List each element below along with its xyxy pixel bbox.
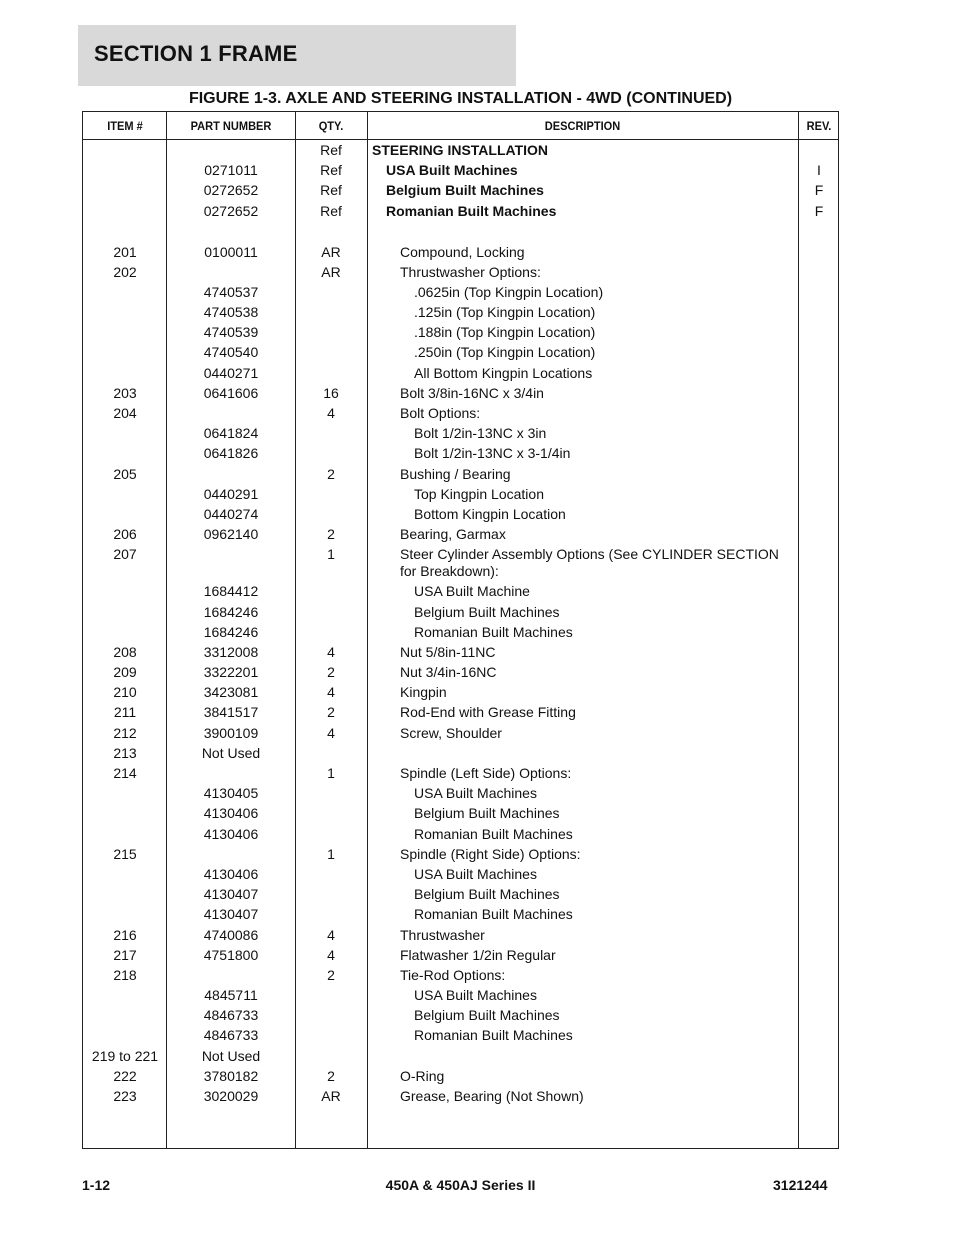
table-row bbox=[83, 1005, 838, 1025]
description: .250in (Top Kingpin Location) bbox=[414, 344, 596, 361]
description: Nut 3/4in-16NC bbox=[400, 664, 497, 681]
quantity: 16 bbox=[323, 384, 339, 401]
description: Bearing, Garmax bbox=[400, 526, 506, 543]
description: Romanian Built Machines bbox=[414, 623, 573, 640]
header-part-number: PART NUMBER bbox=[190, 119, 272, 133]
part-number: 3312008 bbox=[203, 643, 259, 660]
table-row bbox=[83, 443, 838, 463]
table-row bbox=[83, 262, 838, 282]
item-number: 222 bbox=[113, 1067, 137, 1084]
table-row bbox=[83, 322, 838, 342]
table-row bbox=[83, 723, 838, 743]
table-body bbox=[83, 140, 838, 1106]
table-row bbox=[83, 763, 838, 783]
table-row bbox=[83, 1066, 838, 1086]
description: Spindle (Right Side) Options: bbox=[400, 845, 581, 862]
part-number: 0271011 bbox=[204, 162, 258, 179]
description: Compound, Locking bbox=[400, 243, 525, 260]
table-row bbox=[83, 1086, 838, 1106]
description: Nut 5/8in-11NC bbox=[400, 643, 496, 660]
item-number: 209 bbox=[113, 664, 137, 681]
part-number: 0272652 bbox=[203, 182, 259, 199]
quantity: 4 bbox=[327, 405, 335, 422]
item-number: 201 bbox=[113, 243, 137, 260]
table-row bbox=[83, 622, 838, 642]
item-number: 202 bbox=[113, 263, 137, 280]
description: Flatwasher 1/2in Regular bbox=[400, 946, 556, 963]
part-number: 3322201 bbox=[203, 664, 259, 681]
header-item: ITEM # bbox=[107, 119, 143, 133]
description: STEERING INSTALLATION bbox=[372, 142, 549, 158]
part-number: 0641824 bbox=[203, 425, 259, 442]
quantity: 4 bbox=[327, 926, 335, 943]
part-number: 4130405 bbox=[203, 785, 259, 802]
item-number: 210 bbox=[113, 684, 137, 701]
quantity: Ref bbox=[320, 202, 342, 219]
header-rev: REV. bbox=[806, 119, 832, 133]
section-header bbox=[78, 25, 516, 86]
quantity: Ref bbox=[320, 142, 342, 158]
description: Thrustwasher bbox=[400, 926, 485, 943]
quantity: AR bbox=[321, 1088, 341, 1105]
description: .0625in (Top Kingpin Location) bbox=[414, 283, 604, 300]
item-number: 219 to 221 bbox=[91, 1047, 159, 1064]
description: Belgium Built Machines bbox=[386, 182, 544, 199]
part-number: 1684246 bbox=[203, 623, 259, 640]
table-row bbox=[83, 464, 838, 484]
table-row bbox=[83, 743, 838, 763]
description: O-Ring bbox=[400, 1067, 445, 1084]
description: Bolt 1/2in-13NC x 3in bbox=[414, 425, 547, 442]
item-number: 214 bbox=[113, 765, 137, 782]
part-number: 1684246 bbox=[203, 603, 259, 620]
table-row bbox=[83, 602, 838, 622]
quantity: 4 bbox=[327, 643, 335, 660]
description: Belgium Built Machines bbox=[414, 603, 560, 620]
description: Bottom Kingpin Location bbox=[414, 505, 566, 522]
revision: I bbox=[817, 162, 821, 179]
table-row bbox=[83, 1046, 838, 1066]
part-number: Not Used bbox=[201, 744, 261, 761]
part-number: 0641826 bbox=[203, 445, 259, 462]
description: USA Built Machines bbox=[414, 987, 537, 1004]
table-row bbox=[83, 524, 838, 544]
description: Tie-Rod Options: bbox=[400, 966, 506, 983]
item-number: 207 bbox=[113, 546, 137, 563]
part-number: 4846733 bbox=[203, 1027, 259, 1044]
table-row bbox=[83, 904, 838, 924]
table-row bbox=[83, 925, 838, 945]
item-number: 213 bbox=[113, 744, 137, 761]
description: Spindle (Left Side) Options: bbox=[400, 765, 572, 782]
quantity: 1 bbox=[327, 845, 335, 862]
part-number: 4740537 bbox=[203, 283, 259, 300]
quantity: Ref bbox=[320, 162, 342, 179]
quantity: 1 bbox=[327, 546, 335, 563]
description: Romanian Built Machines bbox=[414, 1027, 573, 1044]
table-row bbox=[83, 945, 838, 965]
part-number: 3780182 bbox=[203, 1067, 259, 1084]
part-number: 4740539 bbox=[203, 324, 259, 341]
item-number: 204 bbox=[113, 405, 137, 422]
table-row bbox=[83, 803, 838, 823]
table-row bbox=[83, 682, 838, 702]
part-number: 0641606 bbox=[203, 384, 259, 401]
table-row bbox=[83, 423, 838, 443]
item-number: 203 bbox=[113, 384, 137, 401]
table-row bbox=[83, 201, 838, 221]
table-row bbox=[83, 965, 838, 985]
table-row bbox=[83, 642, 838, 662]
description: USA Built Machines bbox=[386, 162, 518, 179]
item-number: 223 bbox=[113, 1088, 137, 1105]
description: Bolt Options: bbox=[400, 405, 481, 422]
description: Romanian Built Machines bbox=[386, 202, 557, 219]
figure-title: FIGURE 1-3. AXLE AND STEERING INSTALLATION - 4WD (CONTINUED) bbox=[188, 90, 733, 107]
part-number: 0962140 bbox=[203, 526, 259, 543]
item-number: 205 bbox=[113, 465, 137, 482]
table-row bbox=[83, 504, 838, 524]
quantity: 2 bbox=[327, 704, 335, 721]
table-row bbox=[83, 1025, 838, 1045]
table-row bbox=[83, 544, 838, 581]
description: Kingpin bbox=[400, 684, 447, 701]
footer-page-number: 1-12 bbox=[82, 1177, 111, 1193]
item-number: 216 bbox=[113, 926, 137, 943]
item-number: 206 bbox=[113, 526, 137, 543]
quantity: AR bbox=[321, 243, 341, 260]
item-number: 218 bbox=[113, 966, 137, 983]
item-number: 211 bbox=[113, 704, 137, 721]
part-number: 4740540 bbox=[203, 344, 259, 361]
part-number: 1684412 bbox=[203, 583, 259, 600]
part-number: 0272652 bbox=[203, 202, 259, 219]
part-number: 4846733 bbox=[203, 1007, 259, 1024]
part-number: 0440274 bbox=[203, 505, 259, 522]
table-row bbox=[83, 242, 838, 262]
description: Rod-End with Grease Fitting bbox=[400, 704, 576, 721]
part-number: 4845711 bbox=[204, 987, 258, 1004]
quantity: 2 bbox=[327, 664, 335, 681]
part-number: 3423081 bbox=[203, 684, 259, 701]
part-number: Not Used bbox=[201, 1047, 261, 1064]
table-row bbox=[83, 140, 838, 160]
part-number: 4130407 bbox=[203, 886, 259, 903]
table-row bbox=[83, 302, 838, 322]
part-number: 4740538 bbox=[203, 304, 259, 321]
table-row bbox=[83, 824, 838, 844]
part-number: 3900109 bbox=[203, 724, 259, 741]
description: Steer Cylinder Assembly Options (See CYLINDER SECTION for Breakdown): bbox=[400, 546, 779, 580]
quantity: AR bbox=[321, 263, 341, 280]
table-row bbox=[83, 702, 838, 722]
part-number: 4751800 bbox=[203, 946, 259, 963]
quantity: 4 bbox=[327, 724, 335, 741]
table-row bbox=[83, 403, 838, 423]
table-row bbox=[83, 282, 838, 302]
description: Bolt 3/8in-16NC x 3/4in bbox=[400, 384, 544, 401]
description: Belgium Built Machines bbox=[414, 805, 560, 822]
part-number: 0440291 bbox=[203, 485, 259, 502]
part-number: 3841517 bbox=[203, 704, 259, 721]
description: Bolt 1/2in-13NC x 3-1/4in bbox=[414, 445, 571, 462]
part-number: 4740086 bbox=[203, 926, 259, 943]
footer-document-number: 3121244 bbox=[773, 1177, 828, 1193]
item-number: 212 bbox=[113, 724, 137, 741]
table-row bbox=[83, 160, 838, 180]
parts-table bbox=[82, 111, 839, 1149]
quantity: Ref bbox=[320, 182, 342, 199]
description: Grease, Bearing (Not Shown) bbox=[400, 1088, 584, 1105]
description: Bushing / Bearing bbox=[400, 465, 511, 482]
description: Belgium Built Machines bbox=[414, 886, 560, 903]
part-number: 4130406 bbox=[203, 865, 259, 882]
table-row bbox=[83, 662, 838, 682]
quantity: 2 bbox=[327, 465, 335, 482]
description: All Bottom Kingpin Locations bbox=[414, 364, 593, 381]
table-row bbox=[83, 383, 838, 403]
footer-model: 450A & 450AJ Series II bbox=[385, 1177, 536, 1193]
quantity: 1 bbox=[327, 765, 335, 782]
table-row bbox=[83, 221, 838, 242]
table-row bbox=[83, 985, 838, 1005]
description: Romanian Built Machines bbox=[414, 906, 573, 923]
revision: F bbox=[814, 202, 824, 219]
description: .125in (Top Kingpin Location) bbox=[414, 304, 596, 321]
part-number: 4130406 bbox=[203, 805, 259, 822]
part-number: 3020029 bbox=[203, 1088, 259, 1105]
quantity: 2 bbox=[327, 526, 335, 543]
table-row bbox=[83, 581, 838, 601]
table-row bbox=[83, 864, 838, 884]
description: Screw, Shoulder bbox=[400, 724, 502, 741]
description: USA Built Machines bbox=[414, 865, 537, 882]
description: Romanian Built Machines bbox=[414, 825, 573, 842]
revision: F bbox=[814, 182, 824, 199]
description: Top Kingpin Location bbox=[414, 485, 544, 502]
table-row bbox=[83, 342, 838, 362]
description: Belgium Built Machines bbox=[414, 1007, 560, 1024]
quantity: 2 bbox=[327, 966, 335, 983]
section-title: SECTION 1 FRAME bbox=[94, 41, 298, 66]
table-row bbox=[83, 363, 838, 383]
item-number: 215 bbox=[113, 845, 137, 862]
part-number: 0100011 bbox=[204, 243, 258, 260]
header-qty: QTY. bbox=[318, 119, 344, 133]
table-row bbox=[83, 783, 838, 803]
description: USA Built Machines bbox=[414, 785, 537, 802]
part-number: 0440271 bbox=[203, 364, 259, 381]
quantity: 4 bbox=[327, 684, 335, 701]
item-number: 217 bbox=[113, 946, 137, 963]
table-row bbox=[83, 484, 838, 504]
table-row bbox=[83, 180, 838, 200]
header-description: DESCRIPTION bbox=[544, 119, 621, 133]
description: Thrustwasher Options: bbox=[400, 263, 541, 280]
item-number: 208 bbox=[113, 643, 137, 660]
part-number: 4130406 bbox=[203, 825, 259, 842]
table-row bbox=[83, 884, 838, 904]
description: USA Built Machine bbox=[414, 583, 530, 600]
quantity: 2 bbox=[327, 1067, 335, 1084]
quantity: 4 bbox=[327, 946, 335, 963]
description: .188in (Top Kingpin Location) bbox=[414, 324, 596, 341]
table-row bbox=[83, 844, 838, 864]
part-number: 4130407 bbox=[203, 906, 259, 923]
